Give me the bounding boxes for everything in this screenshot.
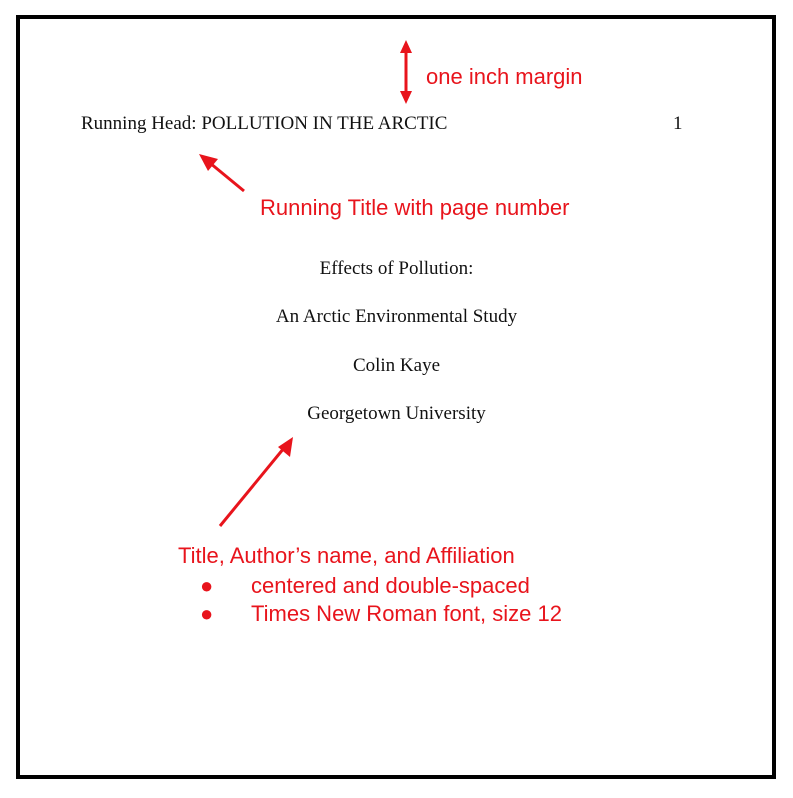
running-head: Running Head: POLLUTION IN THE ARCTIC [81,113,448,134]
bullet-text: centered and double-spaced [251,573,530,598]
author-name: Colin Kaye [352,355,441,376]
title-block-arrow-icon [220,437,293,526]
running-head-arrow-icon [199,154,244,191]
bullet-dot-icon: ● [200,573,214,598]
margin-double-arrow-icon [400,40,412,104]
bullet-dot-icon: ● [200,601,214,626]
title-block-annotation: Title, Author’s name, and Affiliation [178,543,515,568]
bullet-text: Times New Roman font, size 12 [251,601,562,626]
affiliation: Georgetown University [307,403,486,424]
paper-title-line-1: Effects of Pollution: [319,258,474,279]
running-title-annotation: Running Title with page number [260,195,570,220]
margin-annotation: one inch margin [426,64,583,89]
paper-title-line-2: An Arctic Environmental Study [275,306,518,327]
page-number: 1 [673,113,683,134]
